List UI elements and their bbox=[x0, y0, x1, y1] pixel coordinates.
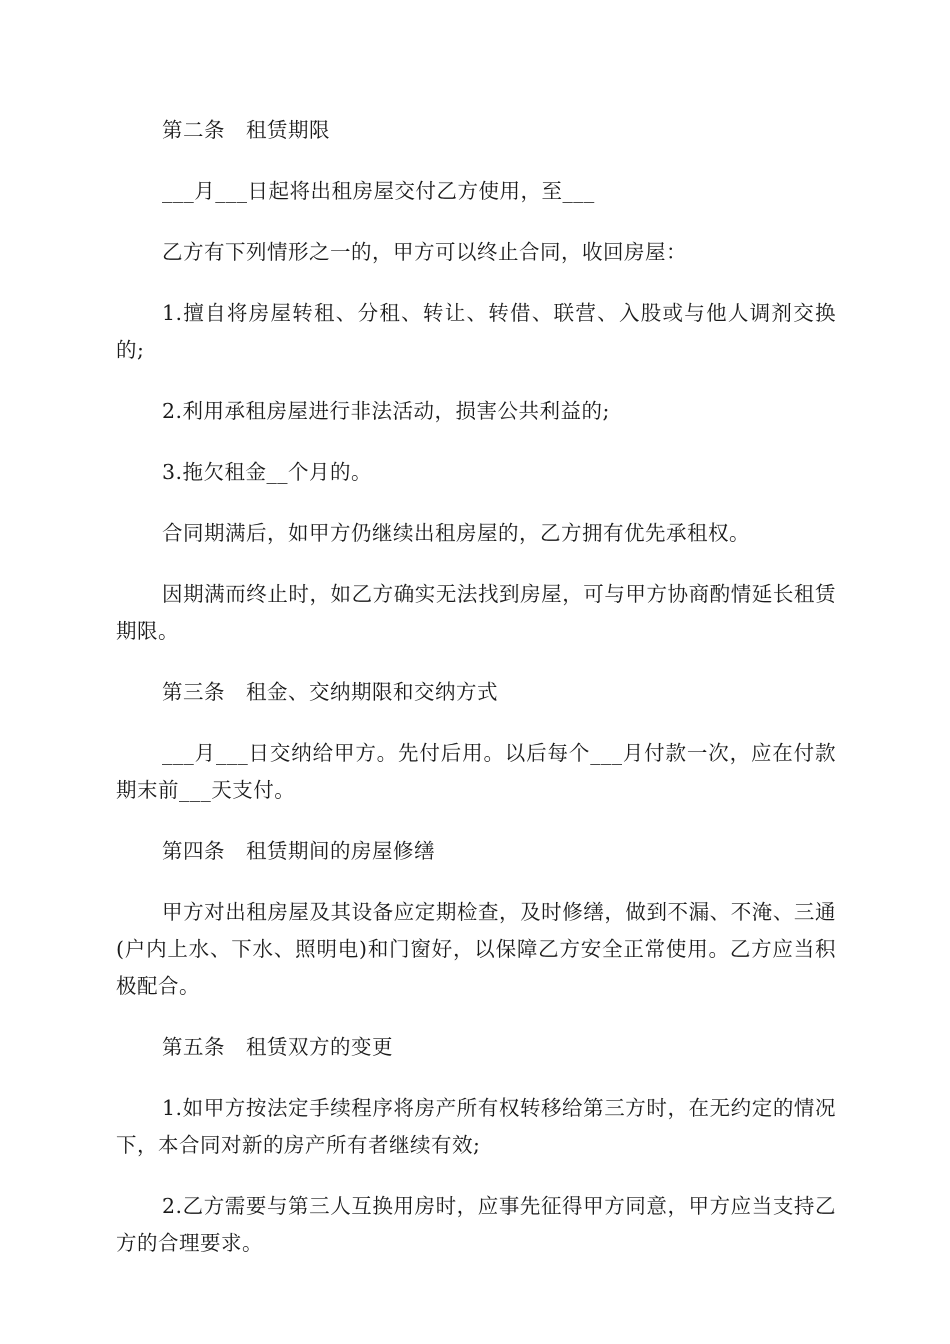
termination-intro-paragraph: 乙方有下列情形之一的，甲方可以终止合同，收回房屋： bbox=[162, 240, 687, 264]
term-start-paragraph: ___月___日起将出租房屋交付乙方使用，至___ bbox=[162, 179, 595, 203]
renewal-priority-paragraph: 合同期满后，如甲方仍继续出租房屋的，乙方拥有优先承租权。 bbox=[162, 521, 750, 545]
extension-paragraph: 因期满而终止时，如乙方确实无法找到房屋，可与甲方协商酌情延长租赁期限。 bbox=[116, 582, 836, 643]
document-body bbox=[116, 112, 836, 1286]
article-2-heading: 第二条 租赁期限 bbox=[162, 118, 330, 142]
article-3-heading: 第三条 租金、交纳期限和交纳方式 bbox=[162, 680, 498, 704]
change-item-2: 2.乙方需要与第三人互换用房时，应事先征得甲方同意，甲方应当支持乙方的合理要求。 bbox=[116, 1194, 836, 1255]
termination-item-3: 3.拖欠租金__个月的。 bbox=[162, 460, 373, 484]
repair-paragraph: 甲方对出租房屋及其设备应定期检查，及时修缮，做到不漏、不淹、三通(户内上水、下水、照明电)和门窗好，以保障乙方安全正常使用。乙方应当积极配合。 bbox=[116, 900, 836, 998]
change-item-1: 1.如甲方按法定手续程序将房产所有权转移给第三方时，在无约定的情况下，本合同对新的房产所有者继续有效; bbox=[116, 1096, 836, 1157]
article-5-heading: 第五条 租赁双方的变更 bbox=[162, 1035, 393, 1059]
article-4-heading: 第四条 租赁期间的房屋修缮 bbox=[162, 839, 435, 863]
termination-item-2: 2.利用承租房屋进行非法活动，损害公共利益的; bbox=[162, 399, 610, 423]
termination-item-1: 1.擅自将房屋转租、分租、转让、转借、联营、入股或与他人调剂交换的; bbox=[116, 301, 836, 362]
payment-terms-paragraph: ___月___日交纳给甲方。先付后用。以后每个___月付款一次，应在付款期末前___天支付。 bbox=[116, 741, 836, 802]
